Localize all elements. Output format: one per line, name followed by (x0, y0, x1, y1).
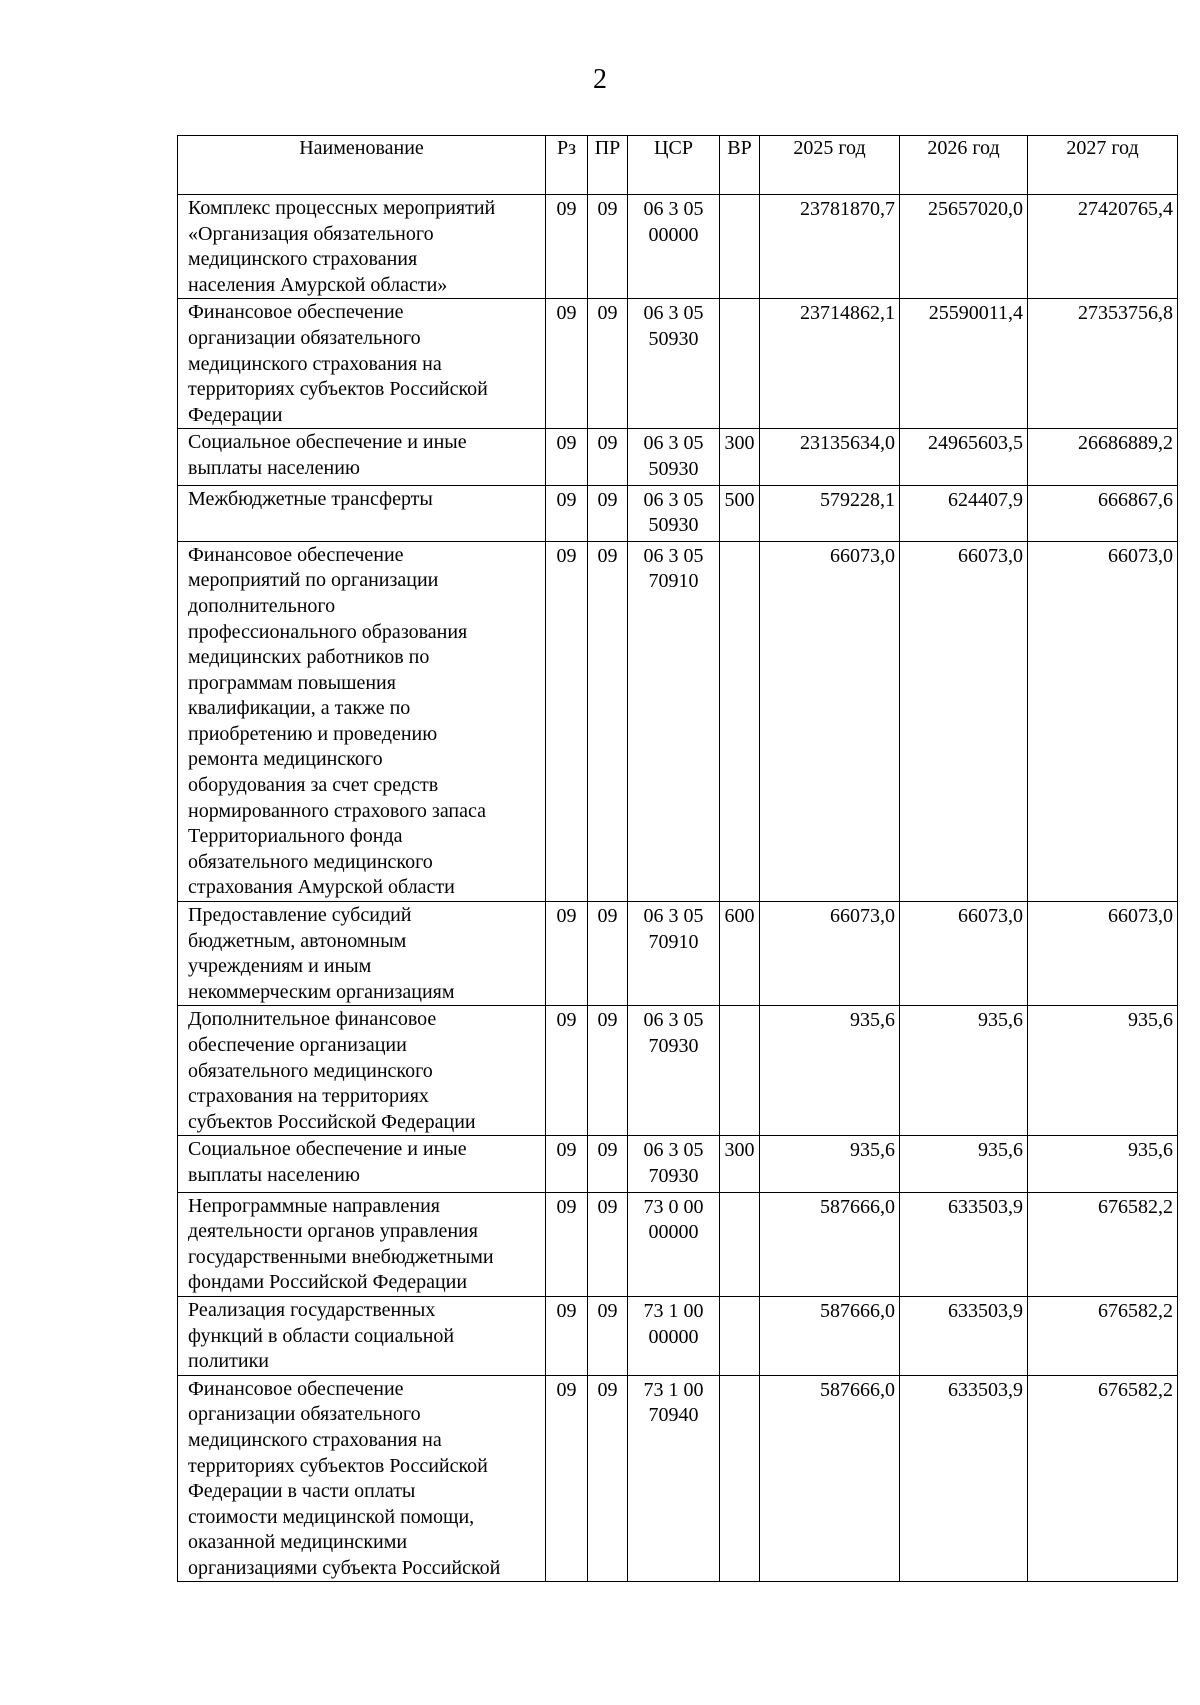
row-name-cell (178, 541, 546, 901)
row-name-line: бюджетным, автономным (188, 929, 407, 952)
pr-cell: 09 (588, 195, 628, 299)
row-name-line: обеспечение организации (188, 1034, 407, 1056)
amount-2025-cell: 66073,0 (760, 541, 900, 901)
row-name-line: политики (188, 1350, 269, 1373)
rz-cell: 09 (546, 1006, 588, 1136)
amount-2027-cell: 666867,6 (1028, 485, 1178, 541)
amount-2025-cell: 935,6 (760, 1006, 900, 1136)
csr-line: 06 3 05 (643, 1139, 704, 1162)
csr-line: 70930 (648, 1164, 699, 1187)
pr-cell: 09 (588, 902, 628, 1006)
row-name-line: выплаты населению (188, 1163, 360, 1186)
amount-2027-cell: 26686889,2 (1028, 429, 1178, 485)
csr-line: 73 1 00 (643, 1299, 704, 1322)
vr-cell: 500 (720, 485, 760, 541)
pr-cell: 09 (588, 485, 628, 541)
row-name-line: ремонта медицинского (188, 748, 383, 771)
row-name-line: медицинского страхования (188, 248, 418, 271)
row-name-line: дополнительного (188, 594, 336, 617)
csr-line: 73 0 00 (643, 1195, 704, 1218)
row-name-cell (178, 1006, 546, 1136)
row-name-line: населения Амурской области» (188, 273, 448, 296)
pr-cell: 09 (588, 1136, 628, 1192)
row-name-line: Финансовое обеспечение (188, 1377, 404, 1400)
header-rz: Рз (546, 136, 588, 195)
budget-table (177, 135, 1178, 1582)
row-name-line: «Организация обязательного (188, 222, 434, 245)
pr-cell: 09 (588, 1006, 628, 1136)
row-name-line: функций в области социальной (188, 1324, 455, 1347)
row-name-line: Предоставление субсидий (188, 904, 412, 927)
pr-cell: 09 (588, 429, 628, 485)
amount-2026-cell: 66073,0 (900, 541, 1028, 901)
rz-cell: 09 (546, 429, 588, 485)
row-name-line: мероприятий по организации (188, 569, 439, 592)
pr-cell: 09 (588, 1192, 628, 1296)
amount-2027-cell: 676582,2 (1028, 1296, 1178, 1375)
table-row (178, 1006, 1178, 1136)
header-pr: ПР (588, 136, 628, 195)
amount-2026-cell: 935,6 (900, 1006, 1028, 1136)
row-name-cell (178, 1192, 546, 1296)
row-name-line: приобретению и проведению (188, 722, 438, 745)
pr-cell: 09 (588, 1375, 628, 1582)
csr-line: 00000 (648, 1325, 699, 1348)
rz-cell: 09 (546, 1136, 588, 1192)
table-row (178, 1192, 1178, 1296)
csr-cell (628, 1296, 720, 1375)
row-name-line: организациями субъекта Российской (188, 1556, 501, 1579)
row-name-line: организации обязательного (188, 326, 421, 349)
csr-cell (628, 541, 720, 901)
vr-cell: 300 (720, 429, 760, 485)
amount-2027-cell: 676582,2 (1028, 1192, 1178, 1296)
csr-line: 70910 (648, 570, 699, 593)
vr-cell (720, 541, 760, 901)
header-name: Наименование (178, 136, 546, 195)
row-name-line: квалификации, а также по (188, 697, 411, 720)
csr-cell (628, 195, 720, 299)
csr-line: 73 1 00 (643, 1378, 704, 1401)
vr-cell (720, 299, 760, 429)
table-row (178, 1136, 1178, 1192)
row-name-line: страхования на территориях (188, 1085, 429, 1108)
row-name-line: территориях субъектов Российской (188, 1454, 488, 1477)
row-name-line: Реализация государственных (188, 1298, 436, 1321)
row-name-cell (178, 902, 546, 1006)
header-vr: ВР (720, 136, 760, 195)
csr-line: 06 3 05 (643, 302, 704, 325)
amount-2025-cell: 935,6 (760, 1136, 900, 1192)
row-name-line: программам повышения (188, 671, 396, 694)
csr-line: 06 3 05 (643, 1009, 704, 1032)
row-name-line: Межбюджетные трансферты (188, 487, 433, 510)
amount-2027-cell: 27353756,8 (1028, 299, 1178, 429)
row-name-cell (178, 195, 546, 299)
row-name-line: обязательного медицинского (188, 850, 433, 873)
row-name-line: профессионального образования (188, 620, 468, 643)
amount-2027-cell: 66073,0 (1028, 902, 1178, 1006)
row-name-line: Федерации (188, 403, 283, 426)
amount-2025-cell: 23135634,0 (760, 429, 900, 485)
row-name-line: субъектов Российской Федерации (188, 1110, 476, 1133)
rz-cell: 09 (546, 902, 588, 1006)
amount-2027-cell: 935,6 (1028, 1136, 1178, 1192)
csr-line: 06 3 05 (643, 432, 704, 455)
row-name-line: страхования Амурской области (188, 876, 455, 899)
amount-2026-cell: 633503,9 (900, 1375, 1028, 1582)
page-number: 2 (593, 64, 607, 95)
row-name-cell (178, 299, 546, 429)
row-name-cell (178, 485, 546, 541)
rz-cell: 09 (546, 485, 588, 541)
csr-cell (628, 1136, 720, 1192)
table-row (178, 485, 1178, 541)
csr-line: 00000 (648, 1221, 699, 1244)
row-name-line: Комплекс процессных мероприятий (188, 197, 496, 219)
table-row (178, 1375, 1178, 1582)
amount-2026-cell: 935,6 (900, 1136, 1028, 1192)
row-name-line: оборудования за счет средств (188, 774, 439, 797)
csr-cell (628, 1375, 720, 1582)
row-name-line: нормированного страхового запаса (188, 799, 487, 822)
csr-cell (628, 429, 720, 485)
csr-cell (628, 902, 720, 1006)
table-header-row (178, 136, 1178, 195)
rz-cell: 09 (546, 1375, 588, 1582)
csr-cell (628, 1192, 720, 1296)
header-2026: 2026 год (900, 136, 1028, 195)
amount-2026-cell: 25657020,0 (900, 195, 1028, 299)
csr-line: 06 3 05 (643, 905, 704, 928)
amount-2025-cell: 587666,0 (760, 1296, 900, 1375)
table-row (178, 299, 1178, 429)
row-name-line: Территориального фонда (188, 825, 403, 848)
row-name-line: Социальное обеспечение и иные (188, 431, 467, 454)
table-body (178, 195, 1178, 1582)
rz-cell: 09 (546, 299, 588, 429)
row-name-line: Дополнительное финансовое (188, 1008, 437, 1031)
table-row (178, 429, 1178, 485)
amount-2027-cell: 66073,0 (1028, 541, 1178, 901)
csr-line: 70910 (648, 930, 699, 953)
vr-cell: 300 (720, 1136, 760, 1192)
row-name-line: Социальное обеспечение и иные (188, 1138, 467, 1161)
csr-line: 50930 (648, 457, 699, 480)
row-name-line: учреждениям и иным (188, 955, 372, 978)
table-row (178, 541, 1178, 901)
row-name-line: Финансовое обеспечение (188, 301, 404, 324)
row-name-line: Федерации в части оплаты (188, 1480, 416, 1503)
row-name-line: деятельности органов управления (188, 1220, 478, 1243)
csr-line: 06 3 05 (643, 488, 704, 511)
amount-2026-cell: 66073,0 (900, 902, 1028, 1006)
csr-cell (628, 485, 720, 541)
csr-line: 50930 (648, 514, 699, 537)
table-row (178, 1296, 1178, 1375)
row-name-line: медицинских работников по (188, 646, 430, 669)
row-name-line: выплаты населению (188, 456, 360, 479)
amount-2026-cell: 633503,9 (900, 1296, 1028, 1375)
csr-line: 70930 (648, 1035, 699, 1057)
row-name-cell (178, 429, 546, 485)
pr-cell: 09 (588, 299, 628, 429)
vr-cell (720, 1296, 760, 1375)
rz-cell: 09 (546, 541, 588, 901)
pr-cell: 09 (588, 541, 628, 901)
row-name-line: медицинского страхования на (188, 1428, 442, 1451)
amount-2025-cell: 23781870,7 (760, 195, 900, 299)
row-name-line: организации обязательного (188, 1403, 421, 1426)
row-name-cell (178, 1296, 546, 1375)
vr-cell (720, 1006, 760, 1136)
rz-cell: 09 (546, 1296, 588, 1375)
amount-2025-cell: 66073,0 (760, 902, 900, 1006)
table-row (178, 195, 1178, 299)
amount-2026-cell: 633503,9 (900, 1192, 1028, 1296)
csr-line: 06 3 05 (643, 198, 704, 220)
amount-2026-cell: 25590011,4 (900, 299, 1028, 429)
row-name-line: стоимости медицинской помощи, (188, 1505, 475, 1528)
csr-line: 06 3 05 (643, 544, 704, 567)
row-name-line: территориях субъектов Российской (188, 378, 488, 401)
row-name-cell (178, 1136, 546, 1192)
amount-2025-cell: 23714862,1 (760, 299, 900, 429)
vr-cell (720, 1192, 760, 1296)
row-name-line: медицинского страхования на (188, 352, 442, 375)
rz-cell: 09 (546, 1192, 588, 1296)
vr-cell (720, 1375, 760, 1582)
row-name-line: Непрограммные направления (188, 1194, 440, 1217)
amount-2027-cell: 935,6 (1028, 1006, 1178, 1136)
row-name-line: оказанной медицинскими (188, 1531, 408, 1554)
row-name-line: обязательного медицинского (188, 1059, 433, 1082)
pr-cell: 09 (588, 1296, 628, 1375)
header-2025: 2025 год (760, 136, 900, 195)
csr-line: 70940 (648, 1404, 699, 1427)
rz-cell: 09 (546, 195, 588, 299)
csr-cell (628, 299, 720, 429)
table-row (178, 902, 1178, 1006)
row-name-line: государственными внебюджетными (188, 1245, 494, 1268)
amount-2025-cell: 579228,1 (760, 485, 900, 541)
amount-2027-cell: 676582,2 (1028, 1375, 1178, 1582)
header-2027: 2027 год (1028, 136, 1178, 195)
row-name-line: некоммерческим организациям (188, 980, 455, 1003)
amount-2025-cell: 587666,0 (760, 1375, 900, 1582)
row-name-line: фондами Российской Федерации (188, 1271, 468, 1294)
amount-2025-cell: 587666,0 (760, 1192, 900, 1296)
header-csr: ЦСР (628, 136, 720, 195)
csr-line: 00000 (648, 223, 699, 246)
csr-line: 50930 (648, 327, 699, 350)
row-name-line: Финансовое обеспечение (188, 543, 404, 566)
amount-2026-cell: 24965603,5 (900, 429, 1028, 485)
amount-2027-cell: 27420765,4 (1028, 195, 1178, 299)
vr-cell (720, 195, 760, 299)
vr-cell: 600 (720, 902, 760, 1006)
row-name-cell (178, 1375, 546, 1582)
amount-2026-cell: 624407,9 (900, 485, 1028, 541)
csr-cell (628, 1006, 720, 1136)
